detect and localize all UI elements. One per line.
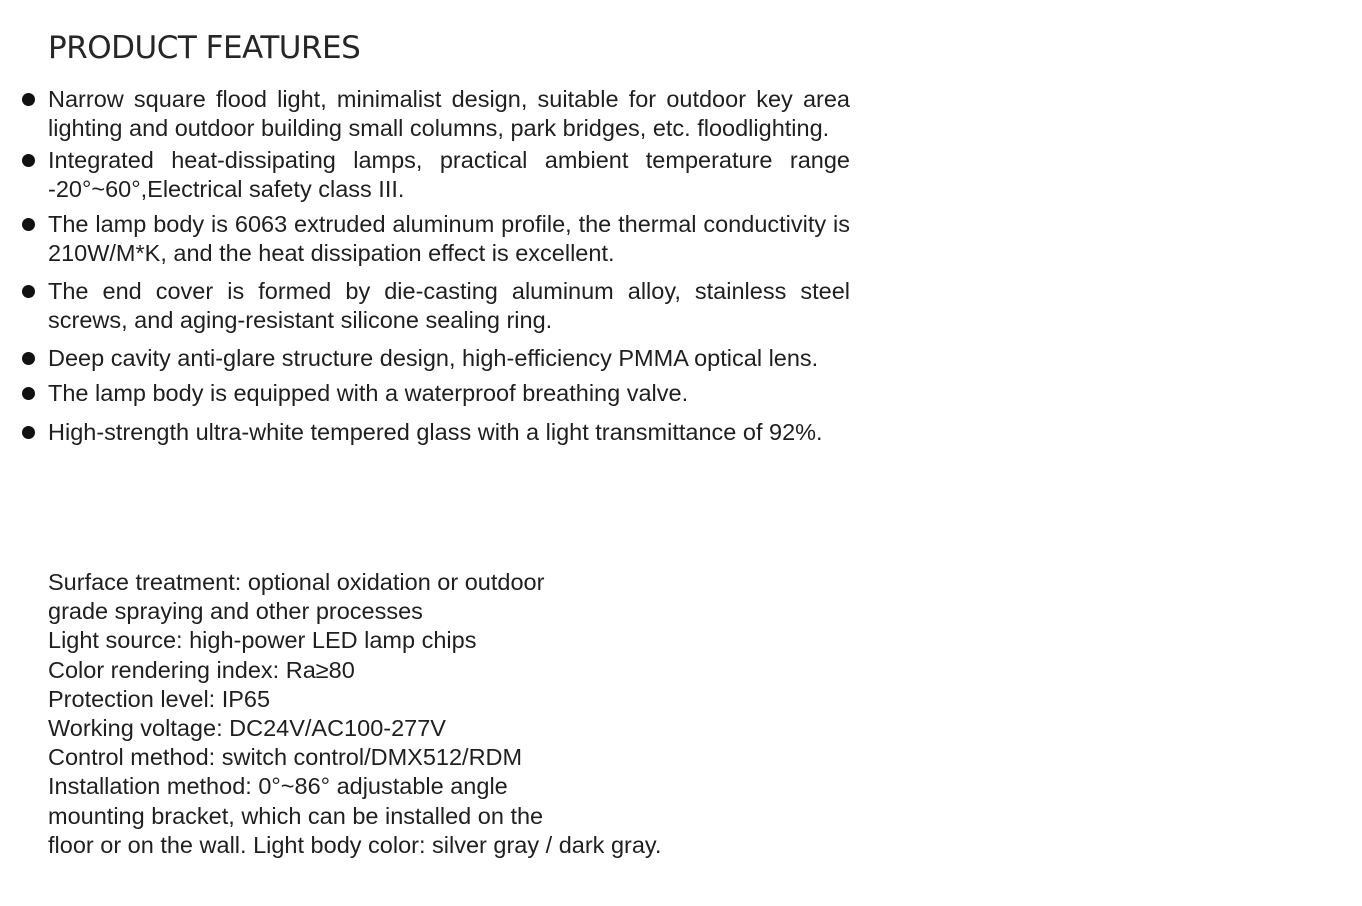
spec-line: Working voltage: DC24V/AC100-277V: [48, 715, 446, 742]
feature-item: [0, 277, 850, 336]
feature-item: [0, 344, 850, 373]
feature-text: Deep cavity anti-glare structure design, high-efficiency PMMA optical lens.: [48, 345, 819, 372]
feature-text: Integrated heat-dissipating lamps, practical ambient temperature range -20°~60°,Electrical safety class III.: [48, 146, 850, 202]
feature-text: The end cover is formed by die-casting aluminum alloy, stainless steel screws, and aging-resistant silicone sealing ring.: [48, 277, 850, 334]
spec-line: floor or on the wall. Light body color: silver gray / dark gray.: [48, 831, 662, 858]
feature-text: The lamp body is 6063 extruded aluminum profile, the thermal conductivity is 210W/M*K, and the heat dissipation effect is excellent.: [48, 211, 850, 267]
bullet-icon: [22, 218, 35, 231]
feature-item: [0, 379, 850, 408]
spec-line: mounting bracket, which can be installed on the: [48, 802, 544, 829]
feature-list: [0, 85, 850, 447]
feature-text: High-strength ultra-white tempered glass with a light transmittance of 92%.: [48, 418, 823, 445]
bullet-icon: [22, 154, 35, 167]
feature-item: [0, 418, 850, 447]
spec-block: [48, 568, 768, 860]
spec-line: Color rendering index: Ra≥80: [48, 656, 355, 683]
bullet-icon: [22, 352, 35, 365]
bullet-icon: [22, 285, 35, 298]
spec-line: Control method: switch control/DMX512/RDM: [48, 744, 523, 771]
feature-text: The lamp body is equipped with a waterproof breathing valve.: [48, 379, 689, 406]
bullet-icon: [22, 387, 35, 400]
page-title: PRODUCT FEATURES: [48, 30, 361, 66]
feature-item: [0, 146, 850, 205]
bullet-icon: [22, 426, 35, 439]
feature-item: [0, 85, 850, 144]
spec-line: Light source: high-power LED lamp chips: [48, 627, 477, 654]
spec-line: Surface treatment: optional oxidation or outdoor: [48, 569, 545, 595]
feature-text: Narrow square flood light, minimalist design, suitable for outdoor key area lighting and outdoor building small columns, park bridges, etc. floodlighting.: [48, 86, 850, 142]
spec-line: grade spraying and other processes: [48, 598, 423, 625]
spec-line: Installation method: 0°~86° adjustable angle: [48, 773, 508, 800]
spec-line: Protection level: IP65: [48, 685, 271, 712]
feature-item: [0, 210, 850, 269]
bullet-icon: [22, 93, 35, 106]
